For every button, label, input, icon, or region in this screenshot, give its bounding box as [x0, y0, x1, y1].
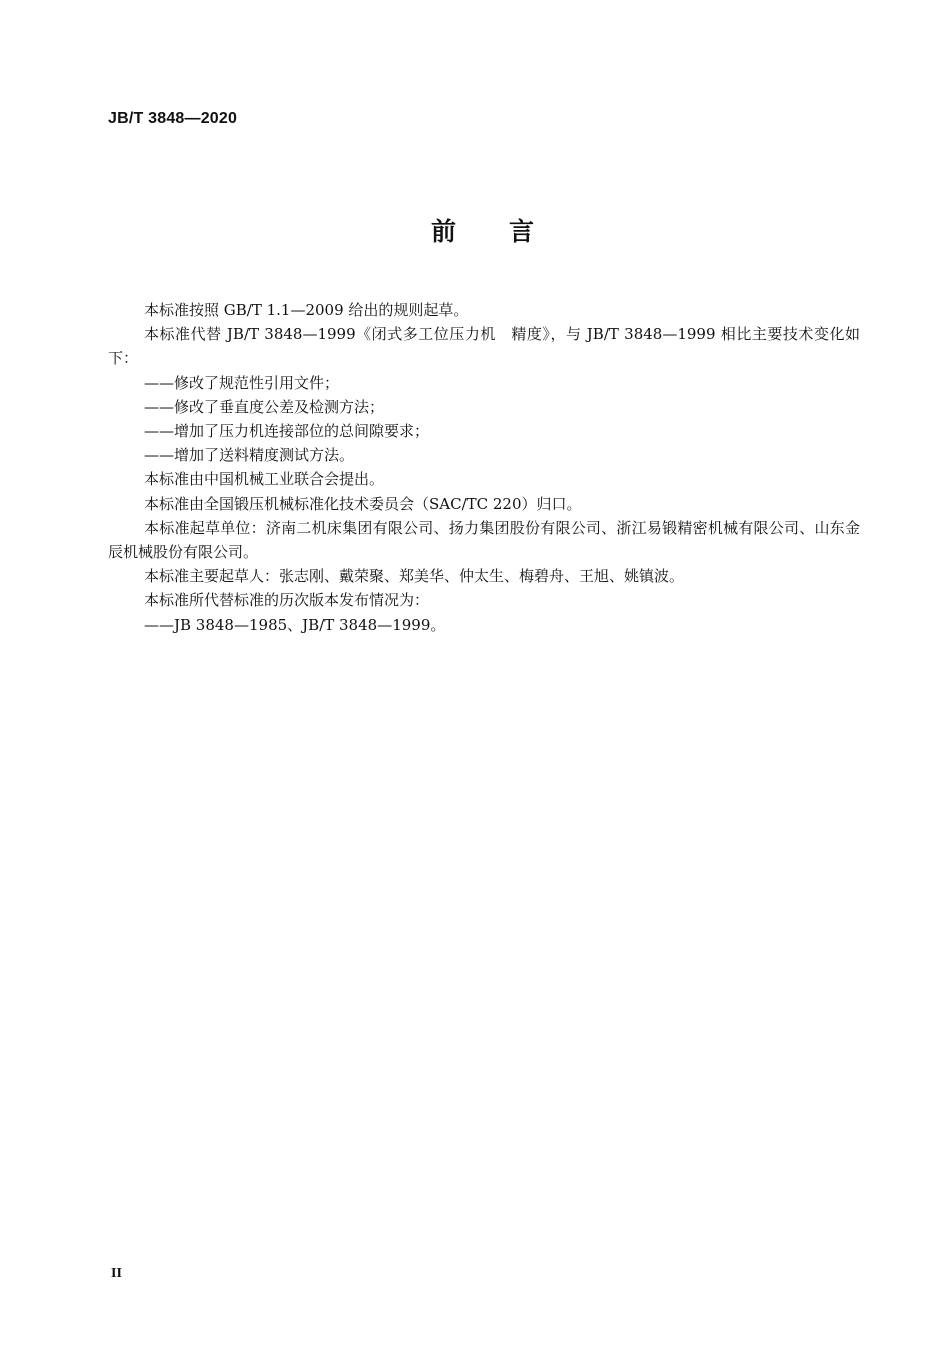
- change-list-item: ——增加了压力机连接部位的总间隙要求；: [144, 422, 430, 441]
- page-title: 前 言: [430, 217, 535, 246]
- paragraph-proposed-by: 本标准由中国机械工业联合会提出。: [144, 470, 385, 489]
- paragraph-previous-editions: 本标准所代替标准的历次版本发布情况为：: [144, 591, 430, 610]
- paragraph-replaces-standard: 本标准代替 JB/T 3848—1999《闭式多工位压力机 精度》，与 JB/T 3848—1999 相比主要技术变化如下：: [108, 325, 860, 368]
- previous-editions-list-item: ——JB 3848—1985、JB/T 3848—1999。: [144, 615, 446, 634]
- change-list-item: ——增加了送料精度测试方法。: [144, 446, 355, 465]
- change-list-item: ——修改了垂直度公差及检测方法；: [144, 397, 385, 416]
- paragraph-drafting-rules: 本标准按照 GB/T 1.1—2009 给出的规则起草。: [144, 301, 469, 319]
- paragraph-drafting-units: 本标准起草单位：济南二机床集团有限公司、扬力集团股份有限公司、浙江易锻精密机械有限公司、山东金辰机械股份有限公司。: [108, 518, 860, 562]
- paragraph-main-drafters: 本标准主要起草人：张志刚、戴荣聚、郑美华、仲太生、梅碧舟、王旭、姚镇波。: [144, 567, 685, 586]
- page-number: II: [111, 1266, 122, 1281]
- foreword-body: [108, 298, 860, 637]
- standard-number-header: JB/T 3848—2020: [108, 110, 238, 127]
- change-list-item: ——修改了规范性引用文件；: [144, 373, 340, 392]
- paragraph-under-jurisdiction: 本标准由全国锻压机械标准化技术委员会（SAC/TC 220）归口。: [144, 494, 582, 513]
